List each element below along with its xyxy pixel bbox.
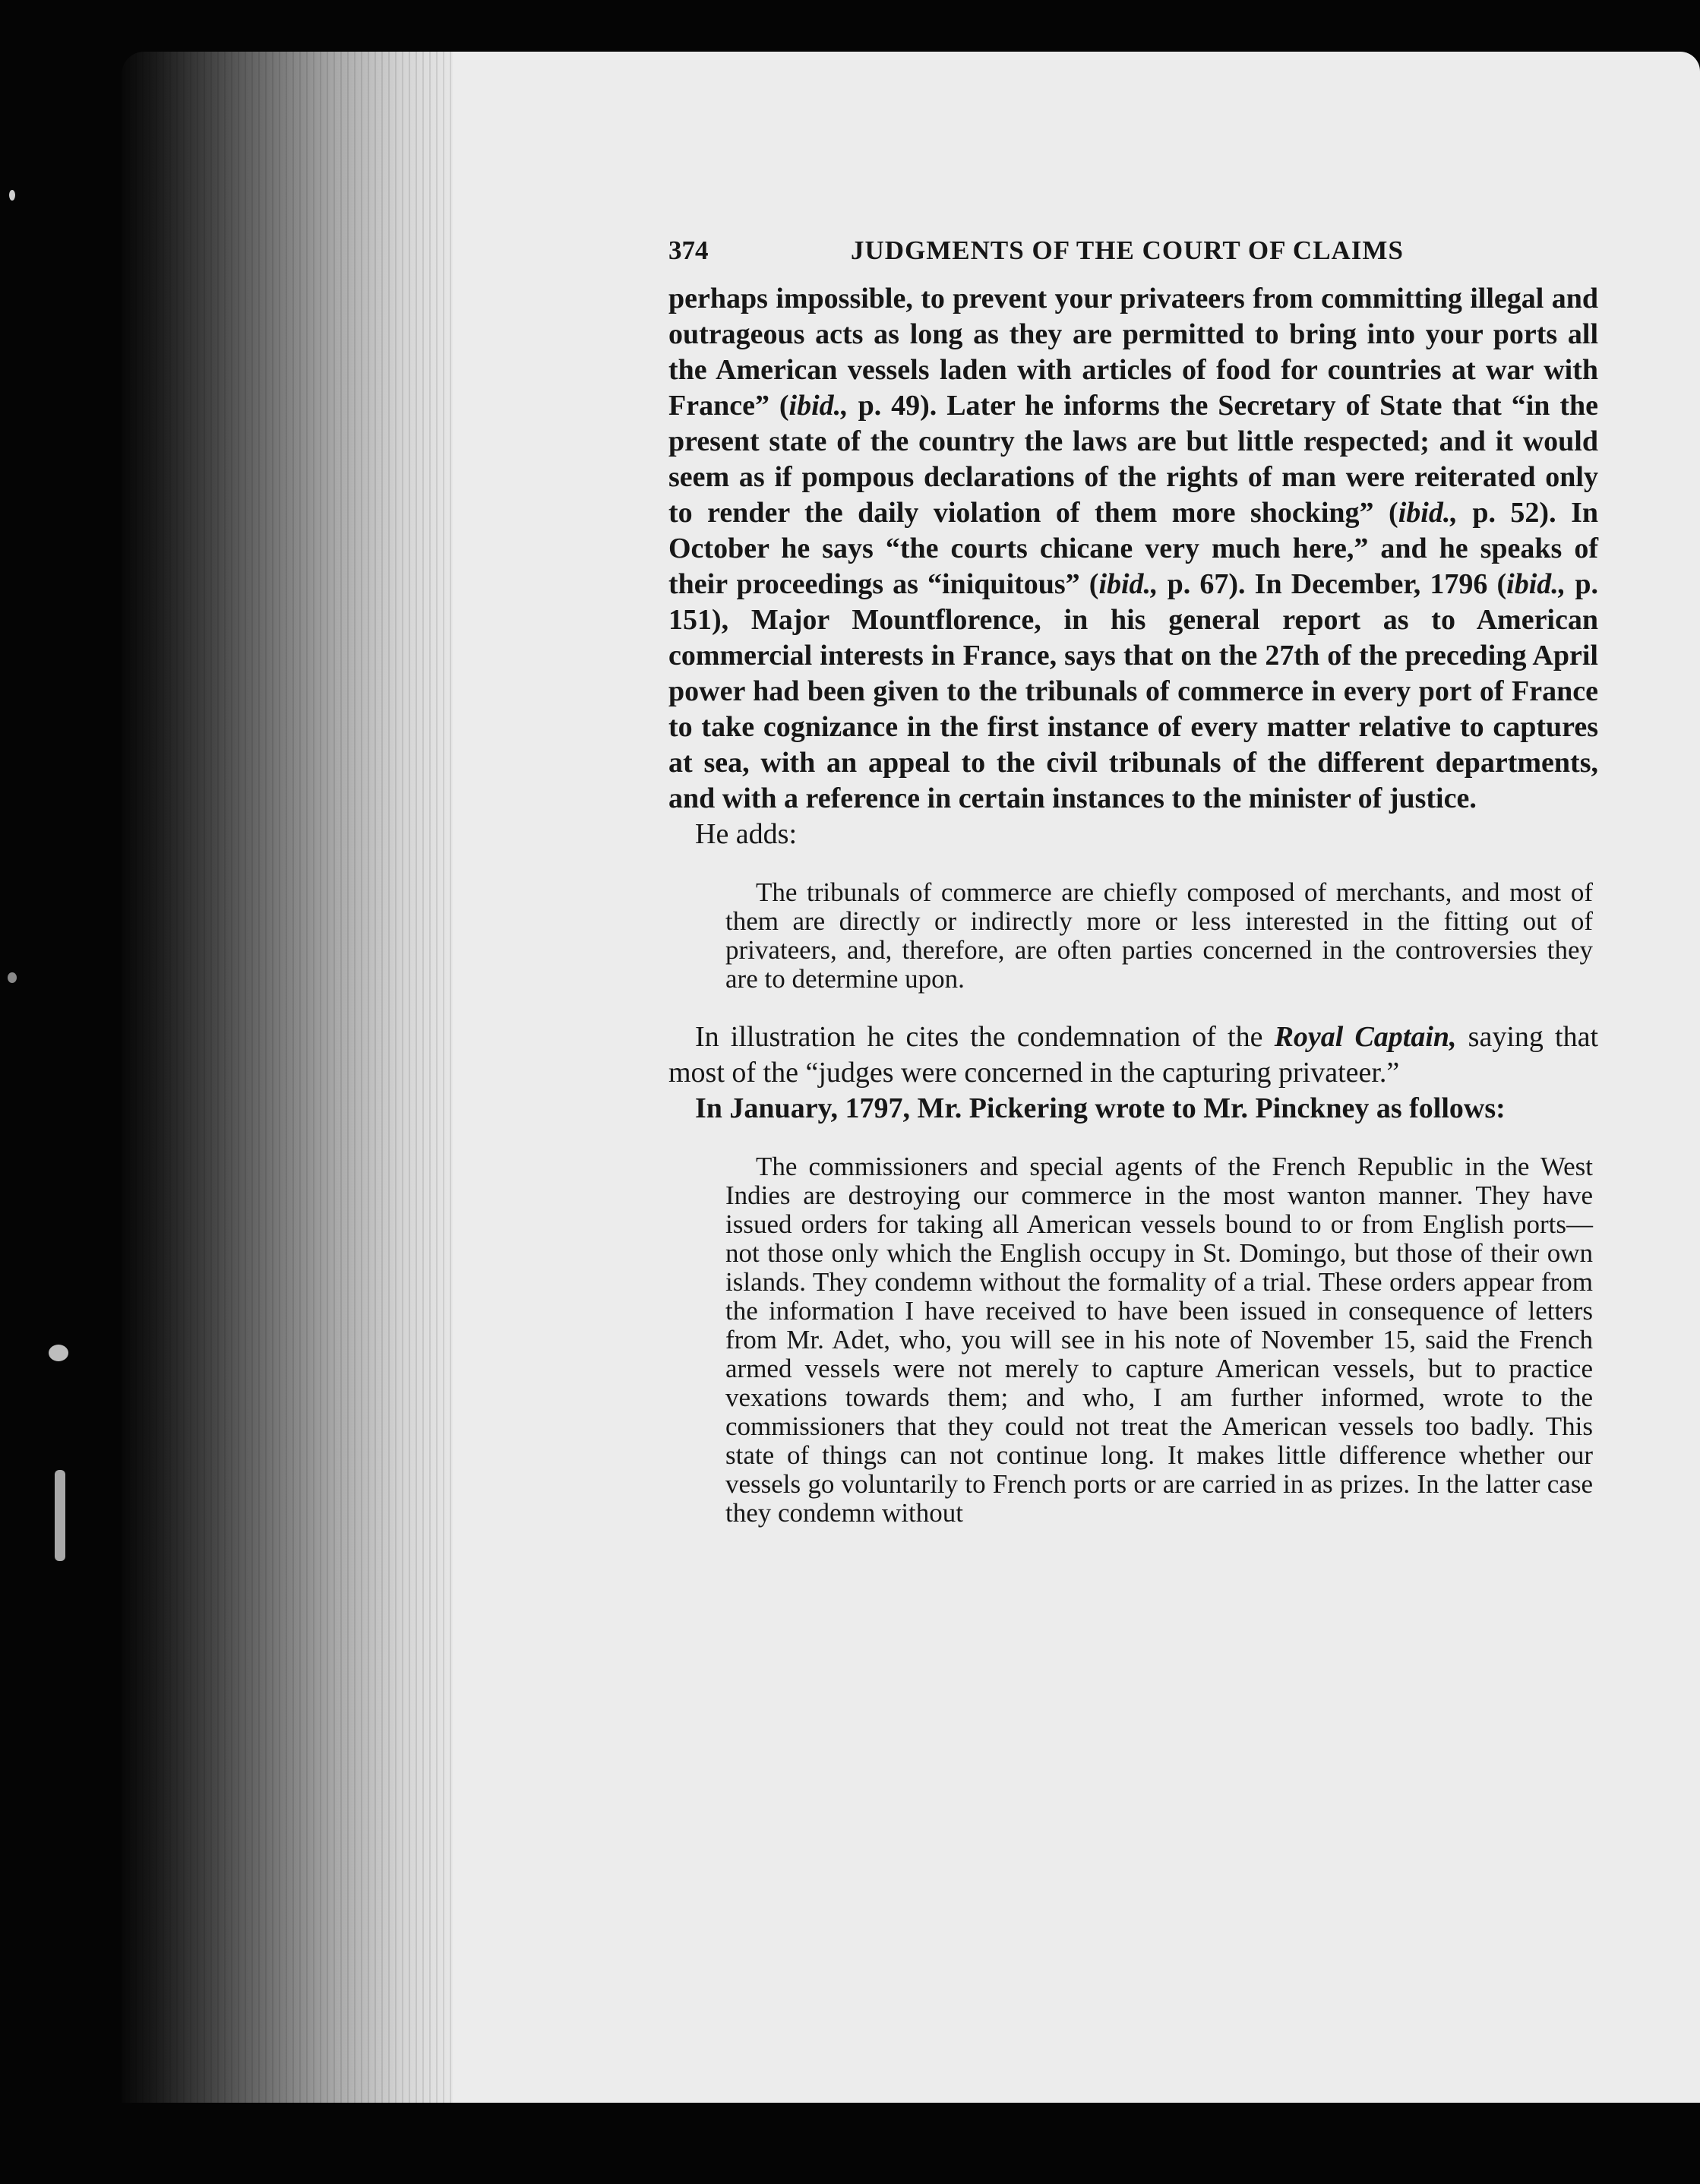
- text-run: p. 52). In October he says “the courts chicane very much here,” and he speaks of their proceedings as “iniquitous” (: [668, 497, 1598, 600]
- pickering-paragraph: In January, 1797, Mr. Pickering wrote to Mr. Pinckney as follows:: [695, 1092, 1506, 1124]
- citation-ibid: ibid.,: [1398, 497, 1458, 529]
- text-run: p. 151), Major Mountflorence, in his general report as to American commercial interests in France, says that on the 27th of the preceding April power had been given to the tribunals of commerce in every port of France to take cognizance in the first instance of every matter relative to captures at sea, with an appeal to the civil tribunals of the different departments, and with a reference in certain instances to the minister of justice.: [668, 568, 1599, 814]
- block-quote-commissioners: The commissioners and special agents of the French Republic in the West Indies are destroying our commerce in the most wanton manner. They have issued orders for taking all American vessels bound to or from English ports—not those only which the English occupy in St. Domingo, but those of their own islands. They condemn without the formality of a trial. These orders appear from the information I have received to have been issued in consequence of letters from Mr. Adet, who, you will see in his note of November 15, said the French armed vessels were not merely to capture American vessels, but to practice vexations towards them; and who, I am further informed, wrote to the commissioners that they could not treat the American vessels too badly. This state of things can not continue long. It makes little difference whether our vessels go voluntarily to French ports or are carried in as prizes. In the latter case they condemn without: [725, 1152, 1593, 1528]
- citation-ibid: ibid.,: [1098, 568, 1158, 600]
- scan-speck: [55, 1470, 65, 1561]
- scan-speck: [9, 190, 15, 201]
- block-quote-tribunals: The tribunals of commerce are chiefly composed of merchants, and most of them are directly or indirectly more or less interested in the fitting out of privateers, and, therefore, are often parties concerned in the controversies they are to determine upon.: [725, 877, 1593, 994]
- citation-ibid: ibid.,: [1506, 568, 1566, 600]
- page-content: [668, 235, 1598, 1553]
- ship-name: Royal Captain,: [1274, 1021, 1457, 1053]
- illustration-paragraph: [668, 1019, 1598, 1091]
- citation-ibid: ibid.,: [788, 390, 848, 422]
- running-header: [668, 235, 1598, 281]
- scan-speck: [49, 1345, 68, 1361]
- he-adds-line: He adds:: [695, 818, 798, 850]
- text-run: perhaps impossible, to prevent your privateers from committing illegal and outrageous acts as long as they are permitted to bring into your ports all the American vessels laden with articles of food for countries at war with France” (: [668, 283, 1598, 422]
- text-run: saying that most of the “judges were concerned in the capturing privateer.”: [668, 1021, 1598, 1089]
- header-title: JUDGMENTS OF THE COURT OF CLAIMS: [851, 235, 1404, 265]
- body-paragraph: [668, 281, 1598, 817]
- page-number: 374: [668, 235, 709, 265]
- text-run: In illustration he cites the condemnation of the: [695, 1021, 1275, 1053]
- book-gutter-texture: [122, 52, 456, 2103]
- text-run: p. 49). Later he informs the Secretary of State that “in the present state of the country the laws are but little respected; and it would seem as if pompous declarations of the rights of man were reiterated only to render the daily violation of them more shocking” (: [668, 390, 1599, 529]
- scan-speck: [8, 972, 17, 983]
- text-run: p. 67). In December, 1796 (: [1158, 568, 1507, 600]
